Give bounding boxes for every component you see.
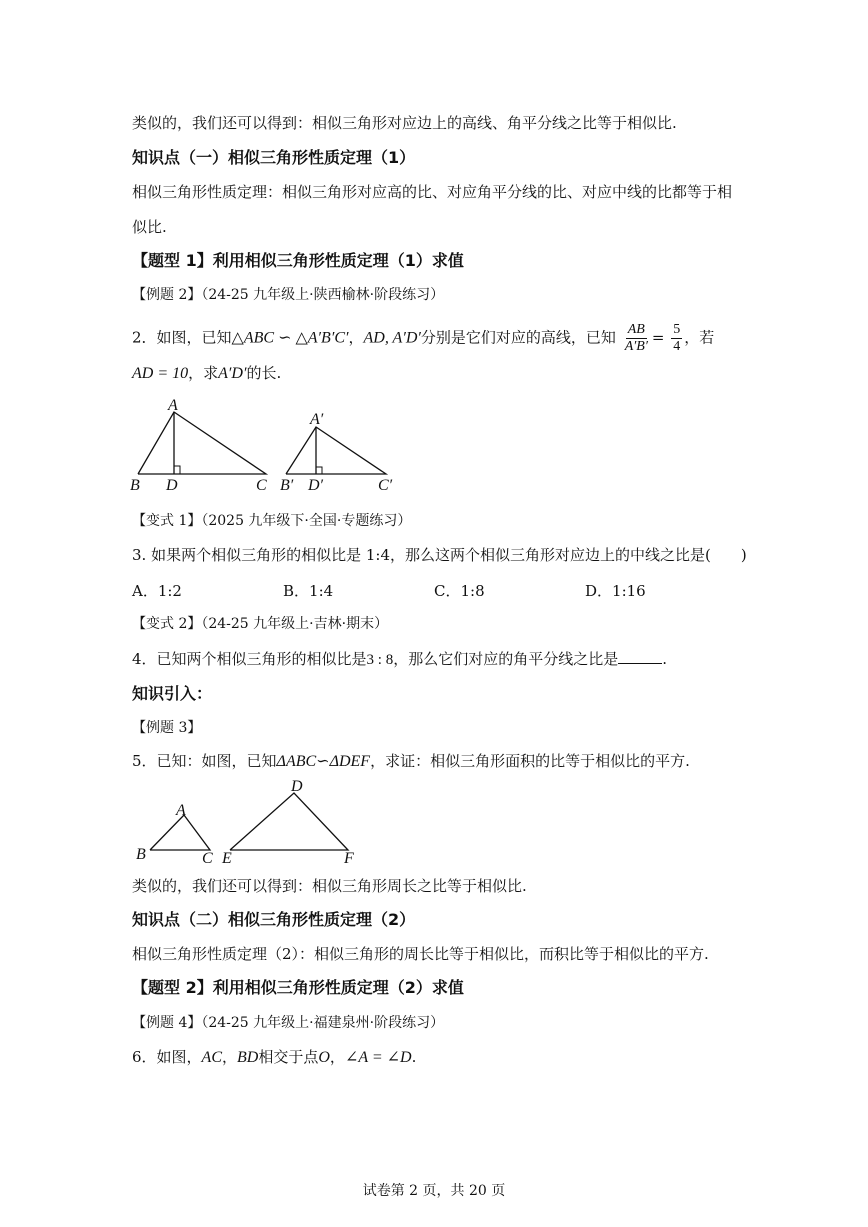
- q2-equals: =: [651, 328, 665, 347]
- label-a: A: [176, 802, 186, 819]
- similar-altitude-note: 类似的，我们还可以得到：相似三角形对应边上的高线、角平分线之比等于相似比.: [132, 114, 677, 132]
- triangle-abc-small: [150, 815, 210, 850]
- q2-altitudes: AD, A′D′: [363, 329, 421, 347]
- q6-bd: BD: [237, 1049, 259, 1066]
- knowledge-point-1-text-cont: 似比.: [132, 218, 167, 236]
- right-angle-mark-d2: [316, 467, 322, 474]
- question-2-line-2: [132, 363, 281, 384]
- q5-text-2: ，求证：相似三角形面积的比等于相似比的平方.: [370, 752, 690, 770]
- knowledge-intro-title: 知识引入：: [132, 684, 213, 703]
- example-3-tag: 【例题 3】: [132, 720, 202, 736]
- example-4-tag: 【例题 4】（24-25 九年级上·福建泉州·阶段练习）: [132, 1015, 445, 1031]
- q4-answer-blank[interactable]: [618, 649, 662, 664]
- q3-option-a[interactable]: A．1:2: [132, 582, 182, 600]
- q6-point-o: O: [318, 1049, 330, 1066]
- q3-option-c[interactable]: C．1:8: [434, 582, 485, 600]
- value-numerator: 5: [673, 322, 681, 337]
- label-f: F: [344, 850, 354, 867]
- q4-end: .: [662, 650, 668, 668]
- fraction-denominator: A′B′: [624, 339, 648, 354]
- question-type-2-title: 【题型 2】利用相似三角形性质定理（2）求值: [132, 978, 464, 997]
- q6-text-2: 相交于点: [258, 1048, 319, 1066]
- knowledge-point-1-title: 知识点（一）相似三角形性质定理（1）: [132, 148, 416, 167]
- q5-text: 5．已知：如图，已知: [132, 752, 277, 770]
- label-c: C: [256, 477, 267, 494]
- q2-end-2: 的长.: [246, 364, 282, 382]
- label-a-prime: A′: [310, 411, 324, 428]
- label-d: D: [291, 778, 303, 795]
- label-c: C: [202, 850, 213, 867]
- question-5: [132, 751, 690, 772]
- figure-triangles-altitude: [126, 392, 416, 502]
- question-2-line-1: [132, 322, 714, 355]
- variant-2-tag: 【变式 2】（24-25 九年级上·吉林·期末）: [132, 616, 389, 632]
- value-denominator: 4: [673, 339, 681, 354]
- q2-ask: ，求: [188, 364, 219, 382]
- q5-similarity: ΔABC∽ΔDEF: [276, 753, 371, 770]
- triangle-a2b2c2: [286, 427, 386, 474]
- q2-similarity: △ABC ∽ △A′B′C′: [231, 329, 349, 347]
- page-footer: 试卷第 2 页，共 20 页: [362, 1183, 506, 1199]
- knowledge-point-2-text: 相似三角形性质定理（2）：相似三角形的周长比等于相似比，而积比等于相似比的平方.: [132, 945, 709, 963]
- q2-ratio-fraction: [623, 322, 650, 355]
- similar-perimeter-note: 类似的，我们还可以得到：相似三角形周长之比等于相似比.: [132, 877, 527, 895]
- q6-angle: ∠A = ∠D: [344, 1049, 412, 1066]
- label-a: A: [168, 397, 178, 414]
- q2-given: AD = 10: [132, 365, 189, 382]
- triangle-def: [230, 793, 348, 850]
- q2-end: ，若: [684, 328, 715, 347]
- variant-1-tag: 【变式 1】（2025 九年级下·全国·专题练习）: [132, 513, 412, 529]
- question-6: [132, 1047, 416, 1068]
- q6-ac: AC: [201, 1049, 222, 1066]
- fraction-numerator: AB: [627, 322, 645, 337]
- q6-comma: ，: [222, 1048, 238, 1066]
- q2-target: A′D′: [218, 365, 247, 382]
- right-angle-mark-d: [174, 466, 180, 474]
- label-e: E: [222, 850, 232, 867]
- label-c-prime: C′: [378, 477, 393, 494]
- q3-option-b[interactable]: B．1:4: [283, 582, 334, 600]
- q2-value-fraction: [671, 322, 682, 355]
- q3-option-d[interactable]: D．1:16: [585, 582, 646, 600]
- label-d-prime: D′: [308, 477, 324, 494]
- label-b: B: [130, 477, 140, 494]
- example-2-tag: 【例题 2】（24-25 九年级上·陕西榆林·阶段练习）: [132, 287, 445, 303]
- q4-ratio: 3 : 8: [366, 652, 394, 668]
- q6-text: 6．如图，: [132, 1048, 202, 1066]
- knowledge-point-1-text: 相似三角形性质定理：相似三角形对应高的比、对应角平分线的比、对应中线的比都等于相: [132, 183, 733, 201]
- q4-text-2: ，那么它们对应的角平分线之比是: [393, 650, 619, 668]
- q2-comma: ，: [348, 328, 364, 347]
- question-4: [132, 649, 667, 670]
- figure-similar-triangles: [126, 775, 376, 870]
- q4-text: 4．已知两个相似三角形的相似比是: [132, 650, 367, 668]
- label-b-prime: B′: [280, 477, 294, 494]
- question-3: 3. 如果两个相似三角形的相似比是 1:4，那么这两个相似三角形对应边上的中线之比是( ): [132, 546, 747, 564]
- triangle-abc: [138, 412, 266, 474]
- q2-text: 分别是它们对应的高线，已知: [420, 328, 616, 347]
- label-b: B: [136, 846, 146, 863]
- q6-end: .: [411, 1048, 417, 1066]
- question-type-1-title: 【题型 1】利用相似三角形性质定理（1）求值: [132, 251, 464, 270]
- q6-comma-2: ，: [329, 1048, 345, 1066]
- label-d: D: [166, 477, 178, 494]
- knowledge-point-2-title: 知识点（二）相似三角形性质定理（2）: [132, 910, 416, 929]
- q2-number: 2．如图，已知: [132, 328, 232, 347]
